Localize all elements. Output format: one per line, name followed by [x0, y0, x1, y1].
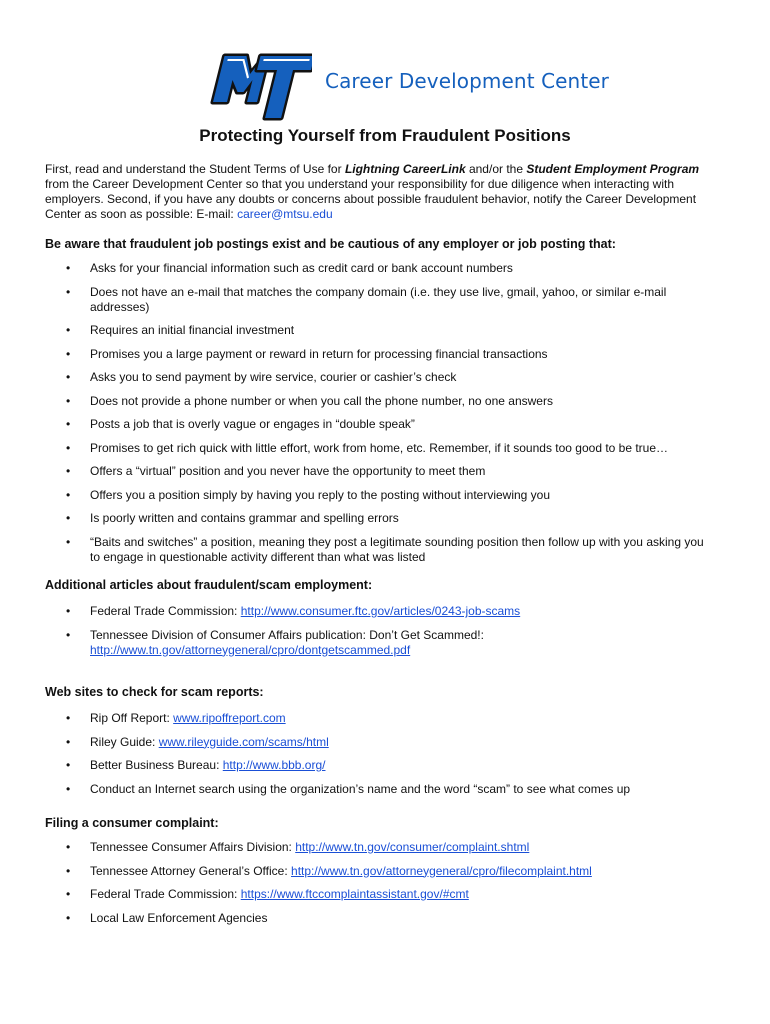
bullet-icon: •	[66, 887, 71, 901]
list-item	[0, 323, 710, 338]
intro-employment-program: Student Employment Program	[526, 162, 700, 176]
list-item	[0, 285, 710, 315]
list-item	[0, 370, 710, 385]
articles-list	[0, 604, 770, 666]
list-item-text: Promises you a large payment or reward in return for processing financial transactions	[90, 346, 548, 361]
bullet-icon: •	[66, 261, 71, 275]
list-item-text: Federal Trade Commission:	[90, 887, 241, 901]
org-name: Career Development Center	[325, 69, 610, 93]
bullet-icon: •	[66, 910, 71, 925]
intro-text-3: from the Career Development Center so that you understand your responsibility for due diligence when interacting with employers. Second, if you have any doubts or concerns about possible fraudulent behavior, notify the Career Development Center as soon as possible: E-mail:	[45, 177, 697, 221]
list-item	[0, 488, 710, 503]
list-item-text: Does not provide a phone number or when you call the phone number, no one answers	[90, 393, 553, 408]
complaints-list	[0, 840, 770, 934]
bbb-link[interactable]: http://www.bbb.org/	[222, 758, 326, 772]
list-item-text: Does not have an e-mail that matches the company domain (i.e. they use live, gmail, yahoo, or similar e-mail addresses)	[90, 284, 667, 314]
bullet-icon: •	[66, 487, 71, 502]
list-item	[0, 394, 710, 409]
list-item	[0, 864, 710, 879]
bullet-icon: •	[66, 417, 71, 431]
tn-article-link[interactable]: http://www.tn.gov/attorneygeneral/cpro/dontgetscammed.pdf	[90, 642, 411, 657]
list-item-text: Is poorly written and contains grammar and spelling errors	[90, 511, 399, 525]
bullet-icon: •	[66, 393, 71, 408]
bullet-icon: •	[66, 604, 71, 618]
intro-paragraph	[45, 162, 723, 222]
list-item-text: Tennessee Attorney General’s Office:	[90, 863, 292, 878]
list-item-text: Rip Off Report:	[90, 711, 174, 725]
bullet-icon: •	[66, 734, 71, 749]
list-item-text: Promises to get rich quick with little effort, work from home, etc. Remember, if it sounds too good to be true…	[90, 440, 669, 455]
bullet-icon: •	[66, 758, 71, 772]
list-item-text: Tennessee Consumer Affairs Division:	[90, 840, 296, 854]
list-item-text: Riley Guide:	[90, 734, 159, 749]
list-item	[0, 417, 710, 432]
list-item	[0, 628, 710, 658]
list-item	[0, 735, 710, 750]
list-item	[0, 782, 710, 797]
list-item	[0, 535, 710, 565]
warnings-list	[0, 261, 770, 573]
warnings-heading: Be aware that fraudulent job postings exist and be cautious of any employer or job posting that:	[45, 237, 616, 251]
list-item	[0, 840, 710, 855]
list-item	[0, 604, 710, 619]
bullet-icon: •	[66, 781, 71, 796]
list-item	[0, 261, 710, 276]
rileyguide-link[interactable]: www.rileyguide.com/scams/html	[158, 734, 329, 749]
list-item-text: “Baits and switches” a position, meaning they post a legitimate sounding position then follow up with you asking you to engage in questionable activity different than what was listed	[90, 534, 704, 564]
ftc-article-link[interactable]: http://www.consumer.ftc.gov/articles/0243-job-scams	[240, 604, 521, 618]
list-item-text: Requires an initial financial investment	[90, 323, 295, 337]
ftc-complaint-link[interactable]: https://www.ftccomplaintassistant.gov/#cmt	[240, 887, 469, 901]
bullet-icon: •	[66, 464, 71, 478]
list-item-text: Better Business Bureau:	[90, 758, 223, 772]
bullet-icon: •	[66, 711, 71, 725]
list-item	[0, 464, 710, 479]
intro-text-2: and/or the	[465, 162, 527, 176]
bullet-icon: •	[66, 511, 71, 525]
list-item	[0, 887, 710, 902]
list-item-text: Federal Trade Commission:	[90, 604, 241, 618]
email-link[interactable]: career@mtsu.edu	[237, 207, 333, 221]
list-item-text: Tennessee Division of Consumer Affairs publication: Don’t Get Scammed!:	[90, 627, 484, 642]
bullet-icon: •	[66, 534, 71, 549]
bullet-icon: •	[66, 323, 71, 337]
tn-consumer-complaint-link[interactable]: http://www.tn.gov/consumer/complaint.shtml	[295, 840, 530, 854]
list-item-text: Conduct an Internet search using the organization’s name and the word “scam” to see what comes up	[90, 781, 631, 796]
page-title: Protecting Yourself from Fraudulent Positions	[199, 126, 571, 145]
bullet-icon: •	[66, 370, 71, 384]
list-item-text: Offers you a position simply by having you reply to the posting without interviewing you	[90, 487, 551, 502]
ripoffreport-link[interactable]: www.ripoffreport.com	[173, 711, 286, 725]
bullet-icon: •	[66, 284, 71, 299]
list-item-text: Asks you to send payment by wire service, courier or cashier’s check	[90, 370, 457, 384]
list-item-text: Local Law Enforcement Agencies	[90, 910, 268, 925]
list-item	[0, 911, 710, 926]
bullet-icon: •	[66, 840, 71, 854]
bullet-icon: •	[66, 346, 71, 361]
websites-list	[0, 711, 770, 805]
list-item	[0, 441, 710, 456]
list-item-text: Posts a job that is overly vague or engages in “double speak”	[90, 417, 415, 431]
tn-ag-complaint-link[interactable]: http://www.tn.gov/attorneygeneral/cpro/filecomplaint.html	[291, 863, 592, 878]
complaints-heading: Filing a consumer complaint:	[45, 816, 219, 830]
bullet-icon: •	[66, 863, 71, 878]
list-item	[0, 347, 710, 362]
mt-logo-icon	[204, 50, 312, 122]
bullet-icon: •	[66, 440, 71, 455]
intro-careerlink: Lightning CareerLink	[344, 162, 466, 176]
websites-heading: Web sites to check for scam reports:	[45, 685, 264, 699]
header-logo	[204, 50, 610, 122]
articles-heading: Additional articles about fraudulent/scam employment:	[45, 578, 373, 592]
list-item	[0, 758, 710, 773]
bullet-icon: •	[66, 627, 71, 642]
list-item-text: Offers a “virtual” position and you never have the opportunity to meet them	[90, 464, 486, 478]
list-item	[0, 511, 710, 526]
intro-text-1: First, read and understand the Student Terms of Use for	[45, 162, 345, 176]
list-item-text: Asks for your financial information such as credit card or bank account numbers	[90, 261, 513, 275]
list-item	[0, 711, 710, 726]
